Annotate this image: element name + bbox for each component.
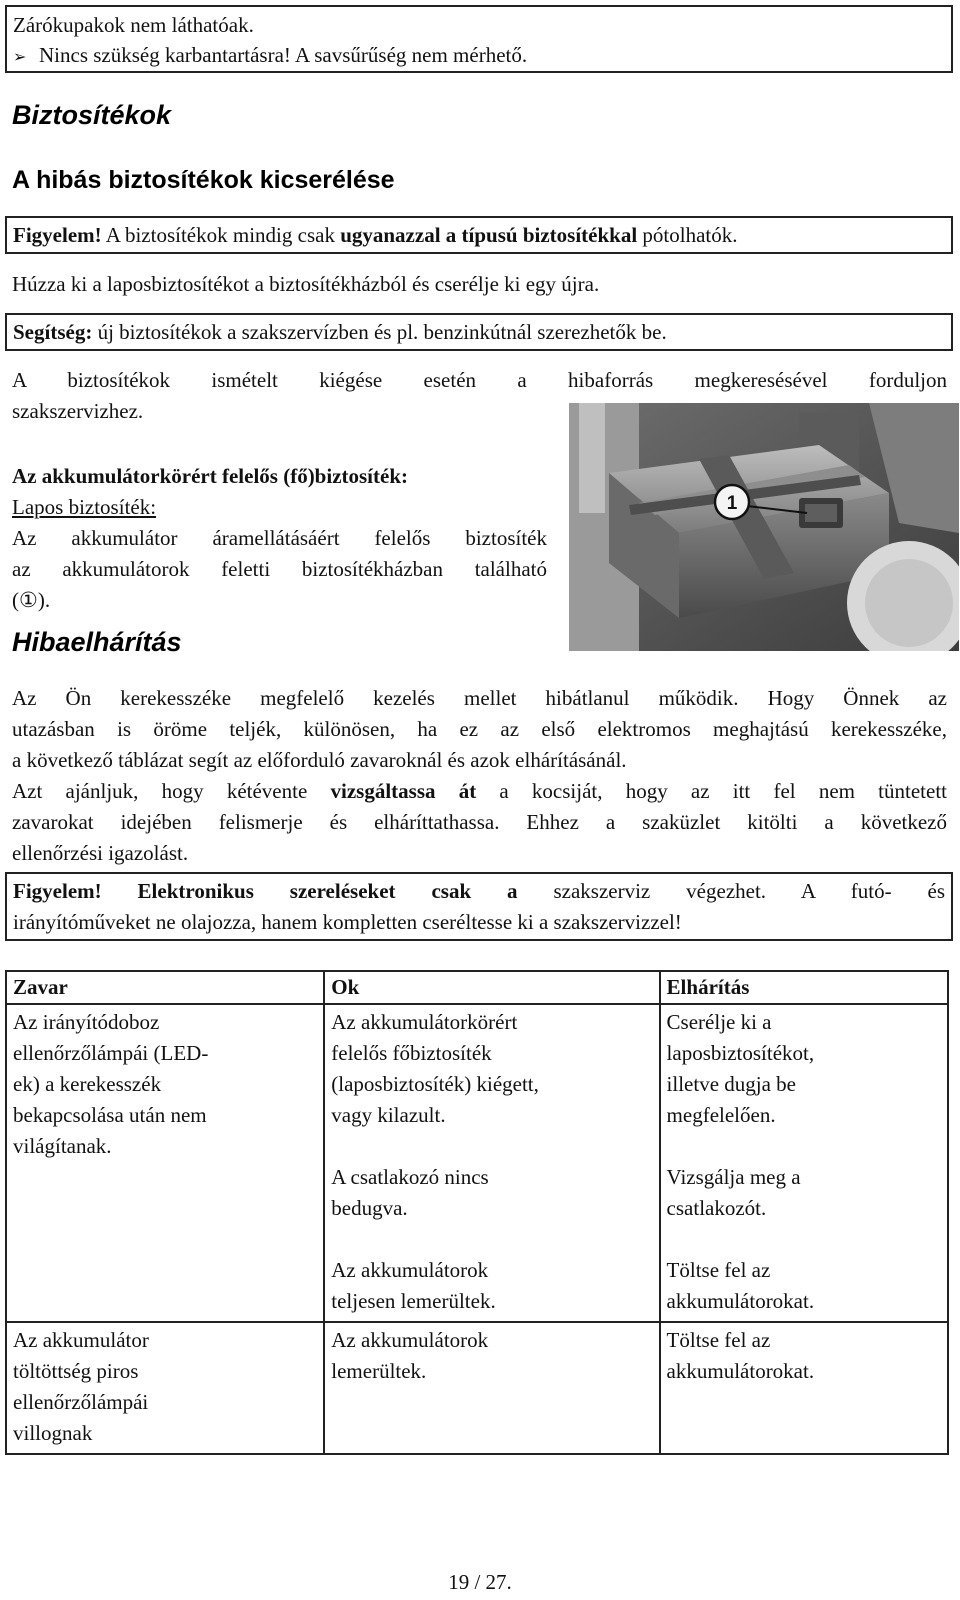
troubleshooting-heading: Hibaelhárítás (12, 627, 182, 657)
electronics-warning-label: Figyelem! (13, 879, 102, 903)
fix-cell: Töltse fel az akkumulátorokat. (660, 1322, 948, 1454)
battery-note-box (5, 5, 953, 73)
arrow-bullet-icon: ➢ (13, 47, 27, 66)
callout-number: 1 (726, 493, 738, 514)
maintenance-line: ➢ Nincs szükség karbantartásra! A savsűrűség nem mérhető. (13, 40, 945, 72)
fix-cell: Cserélje ki a laposbiztosítékot, illetve dugja be megfelelően. Vizsgálja meg a csatlakozót. Töltse fel az akkumulátorokat. (660, 1004, 948, 1322)
fault-cell: Az irányítódoboz ellenőrzőlámpái (LED- ek) a kerekesszék bekapcsolása után nem világítanak. (6, 1004, 324, 1322)
page-number: 19 / 27. (448, 1570, 512, 1594)
header-zavar: Zavar (6, 971, 324, 1004)
help-label: Segítség: (13, 320, 93, 344)
repeat-fault-paragraph: A biztosítékok ismételt kiégése esetén a hibaforrás megkeresésével forduljon szakszervizhez. (12, 368, 947, 423)
intro-paragraph: Az Ön kerekesszéke megfelelő kezelés mellet hibátlanul működik. Hogy Önnek az utazásban is öröme teljék, különösen, ha ez az első elektromos meghajtású kerekesszéke, a következő táblázat segít az előforduló zavaroknál és azok elhárításánál. (12, 686, 947, 772)
table-row (6, 1004, 948, 1322)
cause-cell: Az akkumulátorkörért felelős főbiztosíték (laposbiztosíték) kiégett, vagy kilazult. A csatlakozó nincs bedugva. Az akkumulátorok teljesen lemerültek. (324, 1004, 659, 1322)
help-box: Segítség: új biztosítékok a szakszervízben és pl. benzinkútnál szerezhetők be. (5, 313, 953, 351)
electronics-warning-box: Figyelem! Elektronikus szereléseket csak a szakszerviz végezhet. A futó- és irányítóműveket ne olajozza, hanem kompletten cseréltesse ki a szakszervizzel! (5, 872, 953, 941)
caps-line: Zárókupakok nem láthatóak. (13, 13, 254, 37)
main-fuse-heading: Az akkumulátorkörért felelős (fő)biztosíték: (12, 464, 409, 488)
table-row (6, 1322, 948, 1454)
fuse-box-illustration (569, 403, 959, 651)
pull-fuse-line: Húzza ki a laposbiztosítékot a biztosítékházból és cserélje ki egy újra. (12, 272, 600, 296)
fault-table (5, 970, 949, 1455)
fuse-location-paragraph: Az akkumulátor áramellátásáért felelős biztosíték az akkumulátorok feletti biztosítékházban található (①). (12, 526, 547, 612)
fuse-replace-heading: A hibás biztosítékok kicserélése (12, 166, 395, 194)
fault-cell: Az akkumulátor töltöttség piros ellenőrzőlámpái villognak (6, 1322, 324, 1454)
flat-fuse-label: Lapos biztosíték: (12, 495, 157, 519)
warning-label: Figyelem! (13, 223, 102, 247)
cause-cell: Az akkumulátorok lemerültek. (324, 1322, 659, 1454)
fuse-warning-box: Figyelem! A biztosítékok mindig csak ugyanazzal a típusú biztosítékkal pótolhatók. (5, 216, 953, 254)
fuse-box-photo (569, 403, 959, 651)
inspection-paragraph: Azt ajánljuk, hogy kétévente vizsgáltassa át a kocsiját, hogy az itt fel nem tüntetett zavarokat idejében felismerje és elháríttathassa. Ehhez a szaküzlet kitölti a következő ellenőrzési igazolást. (12, 779, 947, 865)
fuses-heading: Biztosítékok (12, 100, 172, 130)
header-ok: Ok (324, 971, 659, 1004)
table-header-row (6, 971, 948, 1004)
header-elharitas: Elhárítás (660, 971, 948, 1004)
